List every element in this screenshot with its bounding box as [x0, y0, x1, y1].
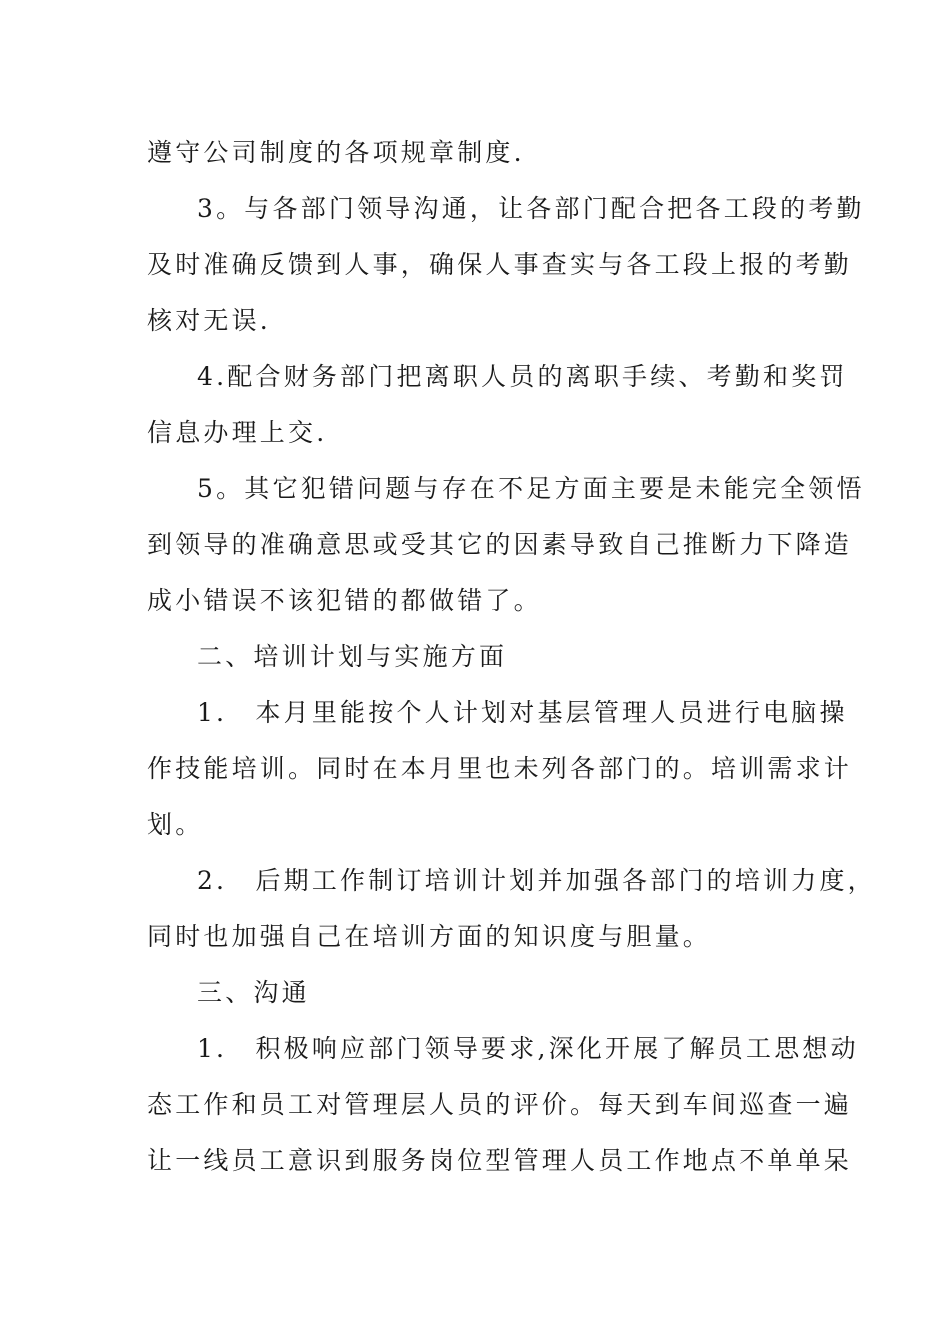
text-line: 成小错误不该犯错的都做错了。	[147, 586, 542, 615]
text-line: 1． 积极响应部门领导要求,深化开展了解员工思想动	[197, 1034, 859, 1063]
text-line: 让一线员工意识到服务岗位型管理人员工作地点不单单呆	[147, 1146, 853, 1175]
text-line: 态工作和员工对管理层人员的评价。每天到车间巡查一遍	[147, 1090, 853, 1119]
text-line: 核对无误.	[147, 306, 271, 335]
text-line: 5。其它犯错问题与存在不足方面主要是未能完全领悟	[197, 474, 865, 503]
section-heading: 三、沟通	[197, 978, 310, 1007]
text-line: 2． 后期工作制订培训计划并加强各部门的培训力度，	[197, 866, 876, 895]
text-line: 3。与各部门领导沟通，让各部门配合把各工段的考勤	[197, 194, 865, 223]
text-line: 信息办理上交.	[147, 418, 328, 447]
text-line: 同时也加强自己在培训方面的知识度与胆量。	[147, 922, 712, 951]
section-heading: 二、培训计划与实施方面	[197, 642, 508, 671]
text-line: 4.配合财务部门把离职人员的离职手续、考勤和奖罚	[197, 362, 848, 391]
text-line: 1． 本月里能按个人计划对基层管理人员进行电脑操	[197, 698, 848, 727]
text-line: 作技能培训。同时在本月里也未列各部门的。培训需求计	[147, 754, 853, 783]
text-line: 及时准确反馈到人事，确保人事查实与各工段上报的考勤	[147, 250, 853, 279]
text-line: 划。	[147, 810, 204, 839]
document-body	[147, 125, 876, 1189]
text-line: 遵守公司制度的各项规章制度.	[147, 138, 525, 167]
text-line: 到领导的准确意思或受其它的因素导致自己推断力下降造	[147, 530, 853, 559]
